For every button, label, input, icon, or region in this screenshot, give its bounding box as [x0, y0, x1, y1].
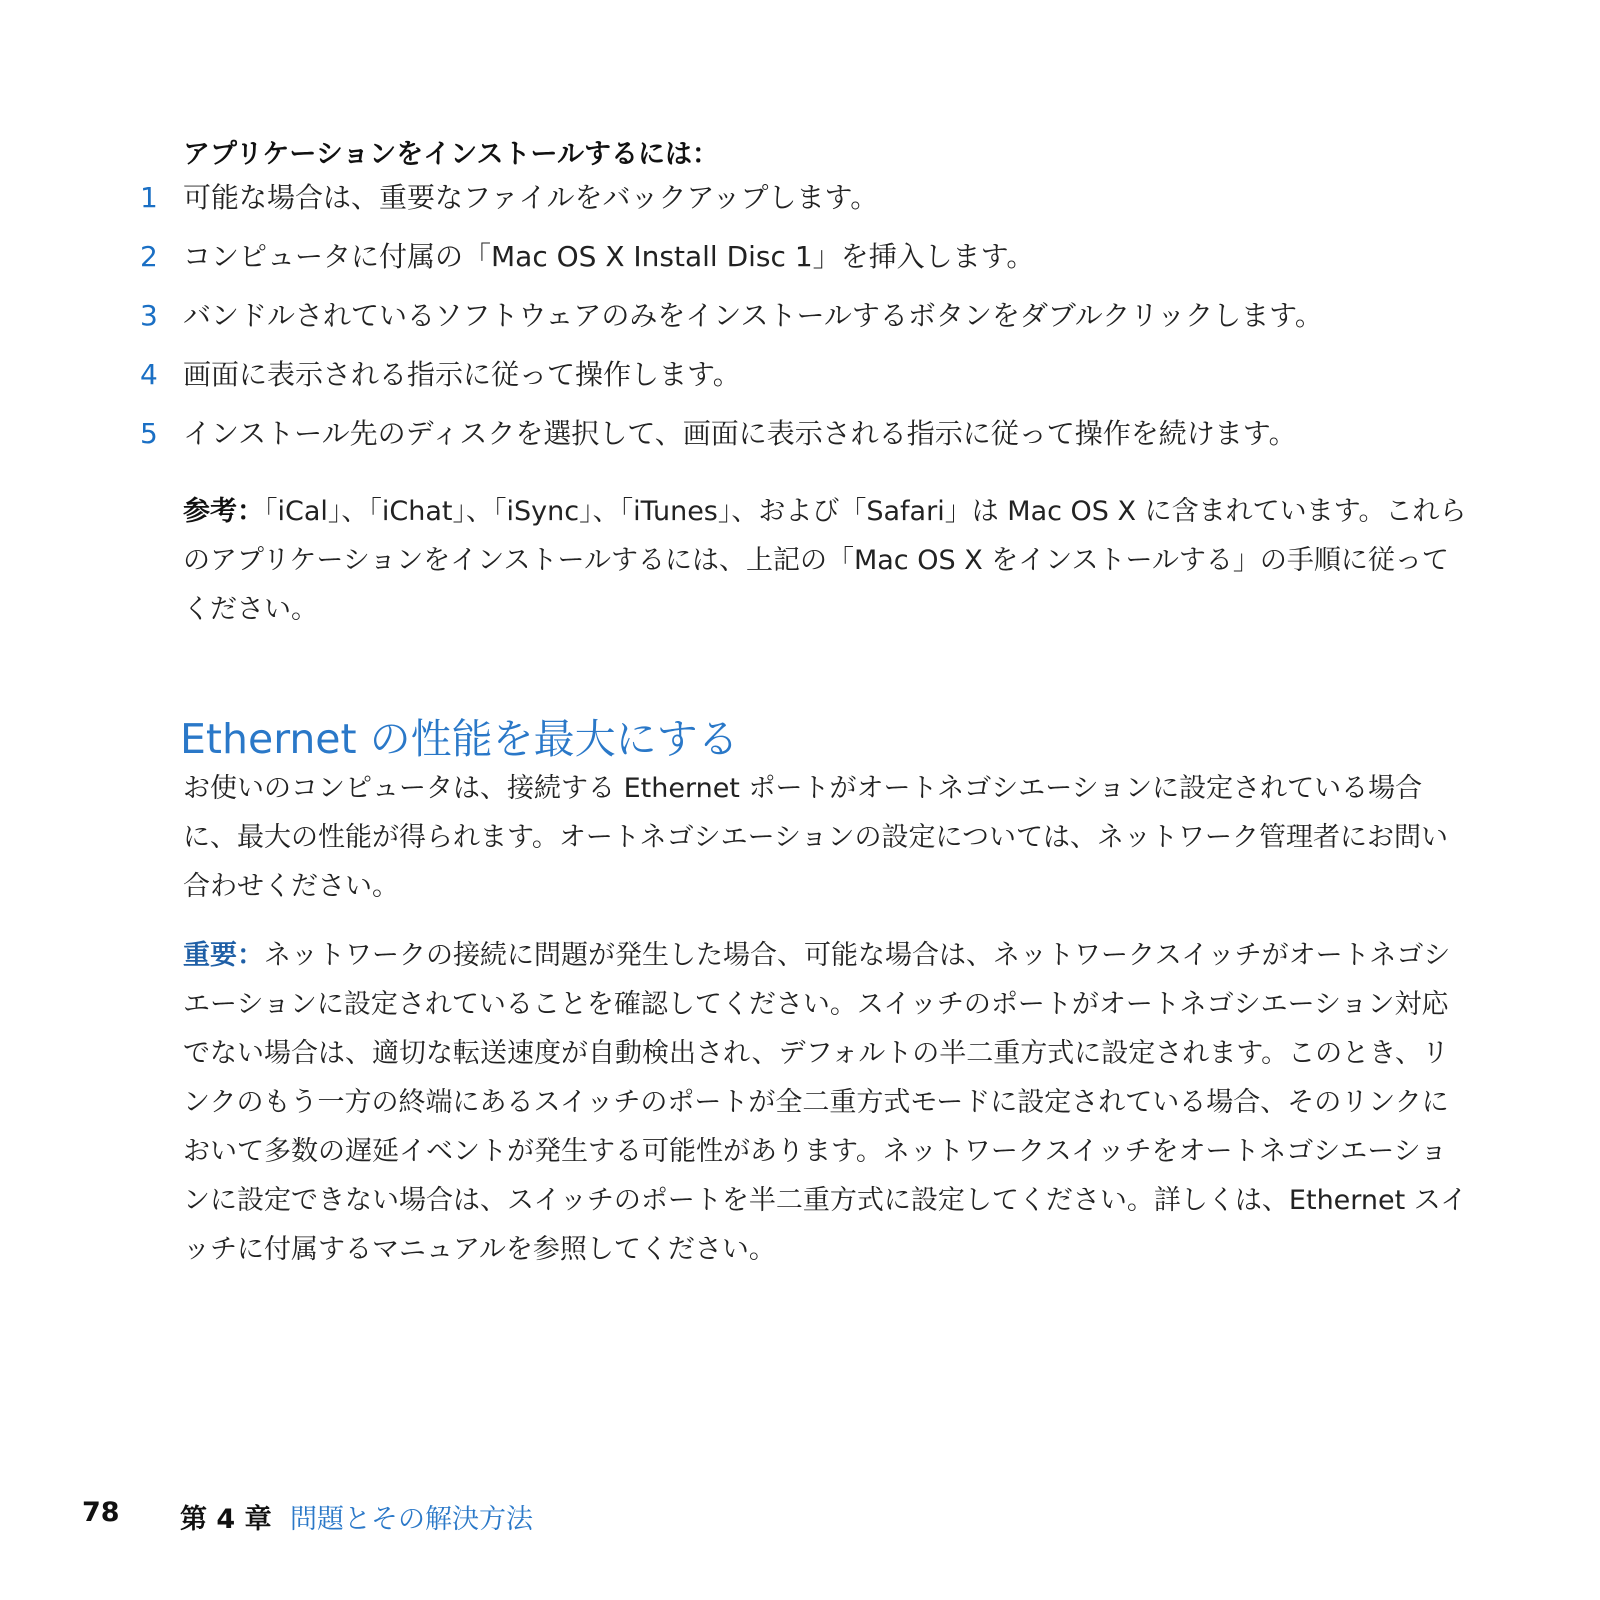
- page-number: 78: [82, 1497, 120, 1528]
- step-number: 4: [140, 358, 158, 391]
- important-paragraph: [183, 931, 1473, 1274]
- step-text: 画面に表示される指示に従って操作します。: [183, 358, 741, 391]
- note-paragraph: [183, 487, 1473, 634]
- step-item: [140, 414, 1480, 473]
- section-paragraph: お使いのコンピュータは、接続する Ethernet ポートがオートネゴシエーションに設定されている場合に、最大の性能が得られます。オートネゴシエーションの設定については、ネットワーク管理者にお問い合わせください。: [183, 773, 1448, 902]
- step-text: 可能な場合は、重要なファイルをバックアップします。: [183, 181, 879, 214]
- section-heading: Ethernet の性能を最大にする: [180, 715, 739, 763]
- step-item: [140, 296, 1480, 355]
- step-number: 5: [140, 417, 158, 450]
- step-text: インストール先のディスクを選択して、画面に表示される指示に従って操作を続けます。: [183, 417, 1297, 450]
- step-item: [140, 178, 1480, 237]
- step-text: コンピュータに付属の「Mac OS X Install Disc 1」を挿入します。: [183, 240, 1035, 273]
- important-label: 重要：: [183, 940, 264, 971]
- note-label: 参考：: [183, 496, 264, 527]
- step-item: [140, 355, 1480, 414]
- step-number: 1: [140, 181, 158, 214]
- chapter-label: 第 4 章: [180, 1504, 272, 1535]
- step-number: 2: [140, 240, 158, 273]
- step-item: [140, 237, 1480, 296]
- step-number: 3: [140, 299, 158, 332]
- note-text: 「iCal」、「iChat」、「iSync」、「iTunes」、および「Safari」は Mac OS X に含まれています。これらのアプリケーションをインストールするには、上記の「Mac OS X をインストールする」の手順に従ってください。: [183, 496, 1467, 625]
- important-text: ネットワークの接続に問題が発生した場合、可能な場合は、ネットワークスイッチがオートネゴシエーションに設定されていることを確認してください。スイッチのポートがオートネゴシエーション対応でない場合は、適切な転送速度が自動検出され、デフォルトの半二重方式に設定されます。このとき、リンクのもう一方の終端にあるスイッチのポートが全二重方式モードに設定されている場合、そのリンクにおいて多数の遅延イベントが発生する可能性があります。ネットワークスイッチをオートネゴシエーションに設定できない場合は、スイッチのポートを半二重方式に設定してください。詳しくは、Ethernet スイッチに付属するマニュアルを参照してください。: [183, 940, 1468, 1265]
- step-text: バンドルされているソフトウェアのみをインストールするボタンをダブルクリックします。: [183, 299, 1323, 332]
- chapter-title: 問題とその解決方法: [290, 1504, 533, 1535]
- procedure-title: アプリケーションをインストールするには：: [183, 139, 719, 170]
- procedure-steps: [140, 178, 1480, 473]
